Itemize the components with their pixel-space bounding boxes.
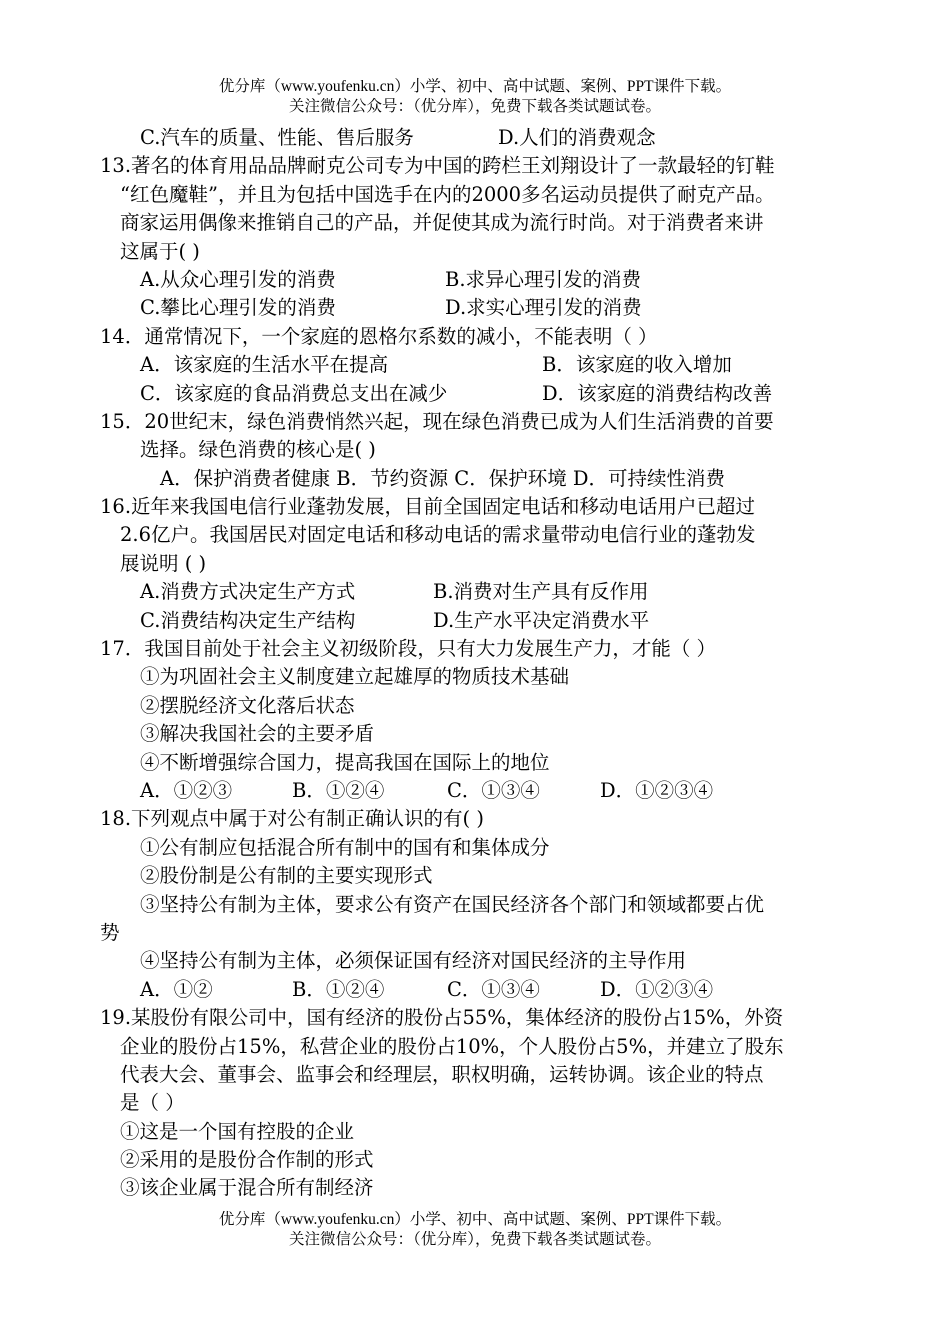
q13-option-d: D.求实心理引发的消费 (445, 296, 642, 320)
q15-options: A．保护消费者健康 B．节约资源 C．保护环境 D．可持续性消费 (160, 466, 726, 490)
q15-stem-line: 15．20世纪末，绿色消费悄然兴起，现在绿色消费已成为人们生活消费的首要 (100, 409, 774, 433)
q14-option-b: B．该家庭的收入增加 (542, 353, 732, 377)
q18-item: ①公有制应包括混合所有制中的国有和集体成分 (140, 835, 550, 859)
q13-stem-line: 13.著名的体育用品品牌耐克公司专为中国的跨栏王刘翔设计了一款最轻的钉鞋 (100, 154, 775, 178)
q18-option-b: B．①②④ (292, 977, 385, 1001)
q13-stem-line: 这属于( ) (120, 239, 200, 263)
q18-option-d: D．①②③④ (600, 977, 714, 1001)
q16-options-cd (100, 607, 870, 635)
q17-option-b: B．①②④ (292, 778, 385, 802)
q19-item: ②采用的是股份合作制的形式 (120, 1148, 374, 1172)
q13-options-cd (100, 294, 870, 322)
q14-option-c: C．该家庭的食品消费总支出在减少 (140, 381, 448, 405)
q19-stem-line: 代表大会、董事会、监事会和经理层，职权明确，运转协调。该企业的特点 (120, 1062, 764, 1086)
question-16 (100, 493, 870, 635)
q12-option-c: C.汽车的质量、性能、售后服务 (140, 126, 414, 149)
q19-stem-line: 是（ ） (120, 1091, 185, 1115)
q19-stem-line: 19.某股份有限公司中，国有经济的股份占55%，集体经济的股份占15%，外资 (100, 1006, 784, 1030)
q16-option-d: D.生产水平决定消费水平 (433, 608, 650, 632)
q16-stem-line: 2.6亿户。我国居民对固定电话和移动电话的需求量带动电信行业的蓬勃发 (120, 523, 756, 547)
q18-item: ③坚持公有制为主体，要求公有资产在国民经济各个部门和领域都要占优 (140, 892, 765, 916)
q16-options-ab (100, 578, 870, 606)
q17-item: ④不断增强综合国力，提高我国在国际上的地位 (140, 750, 550, 774)
q14-options-cd (100, 380, 870, 408)
q13-option-b: B.求异心理引发的消费 (445, 267, 642, 291)
q14-option-a: A．该家庭的生活水平在提高 (140, 353, 389, 377)
q17-item: ②摆脱经济文化落后状态 (140, 693, 355, 717)
question-18 (100, 805, 870, 1004)
q13-option-a: A.从众心理引发的消费 (140, 267, 336, 291)
q17-options (100, 777, 870, 805)
question-14 (100, 323, 870, 408)
q16-stem-line: 展说明 ( ) (120, 551, 207, 575)
q17-item: ③解决我国社会的主要矛盾 (140, 722, 375, 746)
q18-option-c: C．①③④ (447, 977, 540, 1001)
q13-stem-line: “红色魔鞋”，并且为包括中国选手在内的2000多名运动员提供了耐克产品。 (120, 182, 775, 206)
q18-item-continuation: 势 (100, 920, 120, 944)
page-footer (0, 1210, 950, 1250)
q17-item: ①为巩固社会主义制度建立起雄厚的物质技术基础 (140, 665, 570, 689)
header-line-2: 关注微信公众号：（优分库），免费下载各类试题试卷。 (288, 98, 661, 115)
q13-stem-line: 商家运用偶像来推销自己的产品，并促使其成为流行时尚。对于消费者来讲 (120, 211, 764, 235)
q19-item: ③该企业属于混合所有制经济 (120, 1176, 374, 1200)
q19-item: ①这是一个国有控股的企业 (120, 1119, 355, 1143)
q17-option-c: C．①③④ (447, 778, 540, 802)
question-15 (100, 408, 870, 493)
q18-option-a: A．①② (140, 977, 213, 1001)
q16-option-b: B.消费对生产具有反作用 (433, 580, 649, 604)
q12-option-d: D.人们的消费观念 (498, 126, 656, 149)
q17-option-a: A．①②③ (140, 778, 233, 802)
footer-line-1: 优分库（www.youfenku.cn）小学、初中、高中试题、案例、PPT课件下载。 (218, 1211, 732, 1228)
q18-item: ④坚持公有制为主体，必须保证国有经济对国民经济的主导作用 (140, 949, 687, 973)
q16-option-c: C.消费结构决定生产结构 (140, 608, 356, 632)
q13-options-ab (100, 266, 870, 294)
page-header (0, 77, 950, 117)
q17-stem: 17．我国目前处于社会主义初级阶段，只有大力发展生产力，才能（ ） (100, 637, 717, 661)
q14-stem: 14．通常情况下，一个家庭的恩格尔系数的减小，不能表明（ ） (100, 324, 658, 348)
question-19 (100, 1004, 870, 1203)
q17-option-d: D．①②③④ (600, 778, 714, 802)
q15-stem-line: 选择。绿色消费的核心是( ) (140, 438, 376, 462)
q12-options-cd (100, 124, 870, 152)
q16-stem-line: 16.近年来我国电信行业蓬勃发展，目前全国固定电话和移动电话用户已超过 (100, 495, 756, 519)
q13-option-c: C.攀比心理引发的消费 (140, 296, 336, 320)
q14-option-d: D．该家庭的消费结构改善 (542, 381, 773, 405)
q16-option-a: A.消费方式决定生产方式 (140, 580, 356, 604)
footer-line-2: 关注微信公众号：（优分库），免费下载各类试题试卷。 (288, 1231, 661, 1248)
q14-options-ab (100, 351, 870, 379)
question-list (100, 124, 870, 1203)
q18-item: ②股份制是公有制的主要实现形式 (140, 864, 433, 888)
q19-stem-line: 企业的股份占15%，私营企业的股份占10%，个人股份占5%，并建立了股东 (120, 1034, 784, 1058)
header-line-1: 优分库（www.youfenku.cn）小学、初中、高中试题、案例、PPT课件下载。 (218, 78, 732, 95)
question-13 (100, 152, 870, 322)
q18-options (100, 976, 870, 1004)
question-17 (100, 635, 870, 805)
q18-stem: 18.下列观点中属于对公有制正确认识的有( ) (100, 807, 484, 831)
